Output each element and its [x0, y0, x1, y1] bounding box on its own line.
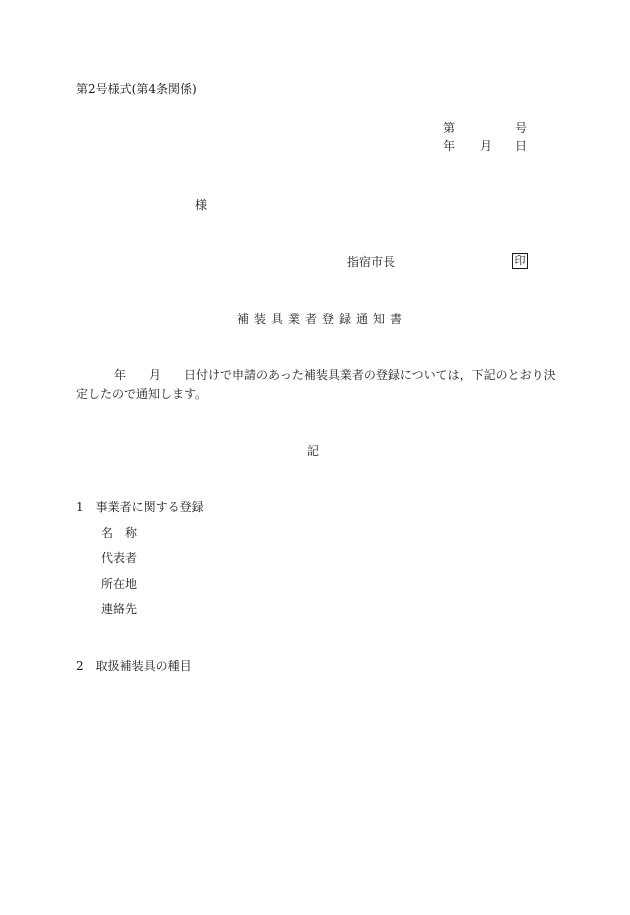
field-label-contact: 連絡先: [101, 602, 138, 616]
document-number-suffix: 号: [515, 121, 528, 135]
date-day-label: 日: [515, 139, 528, 153]
issuer-title: 指宿市長: [347, 255, 396, 269]
body-text-remainder: 日付けで申請のあった補装具業者の登録については，下記のとおり決: [184, 368, 556, 382]
body-year-label: 年: [114, 368, 127, 382]
addressee-honorific: 様: [195, 198, 208, 212]
document-title: 補装具業者登録通知書: [237, 312, 408, 326]
field-label-representative: 代表者: [101, 551, 138, 565]
date-year-label: 年: [443, 139, 456, 153]
section-1-heading: 1 事業者に関する登録: [76, 500, 204, 514]
body-text-line-2: 定したので通知します。: [76, 387, 208, 401]
ki-note-label: 記: [307, 444, 320, 458]
document-number-prefix: 第: [443, 121, 456, 135]
body-month-label: 月: [149, 368, 162, 382]
form-number: 第2号様式(第4条関係): [76, 82, 197, 96]
seal-stamp-box: 印: [512, 253, 528, 269]
field-label-location: 所在地: [101, 577, 138, 591]
section-2-heading: 2 取扱補装具の種目: [76, 659, 192, 673]
field-label-name: 名 称: [101, 526, 138, 540]
date-month-label: 月: [480, 139, 493, 153]
